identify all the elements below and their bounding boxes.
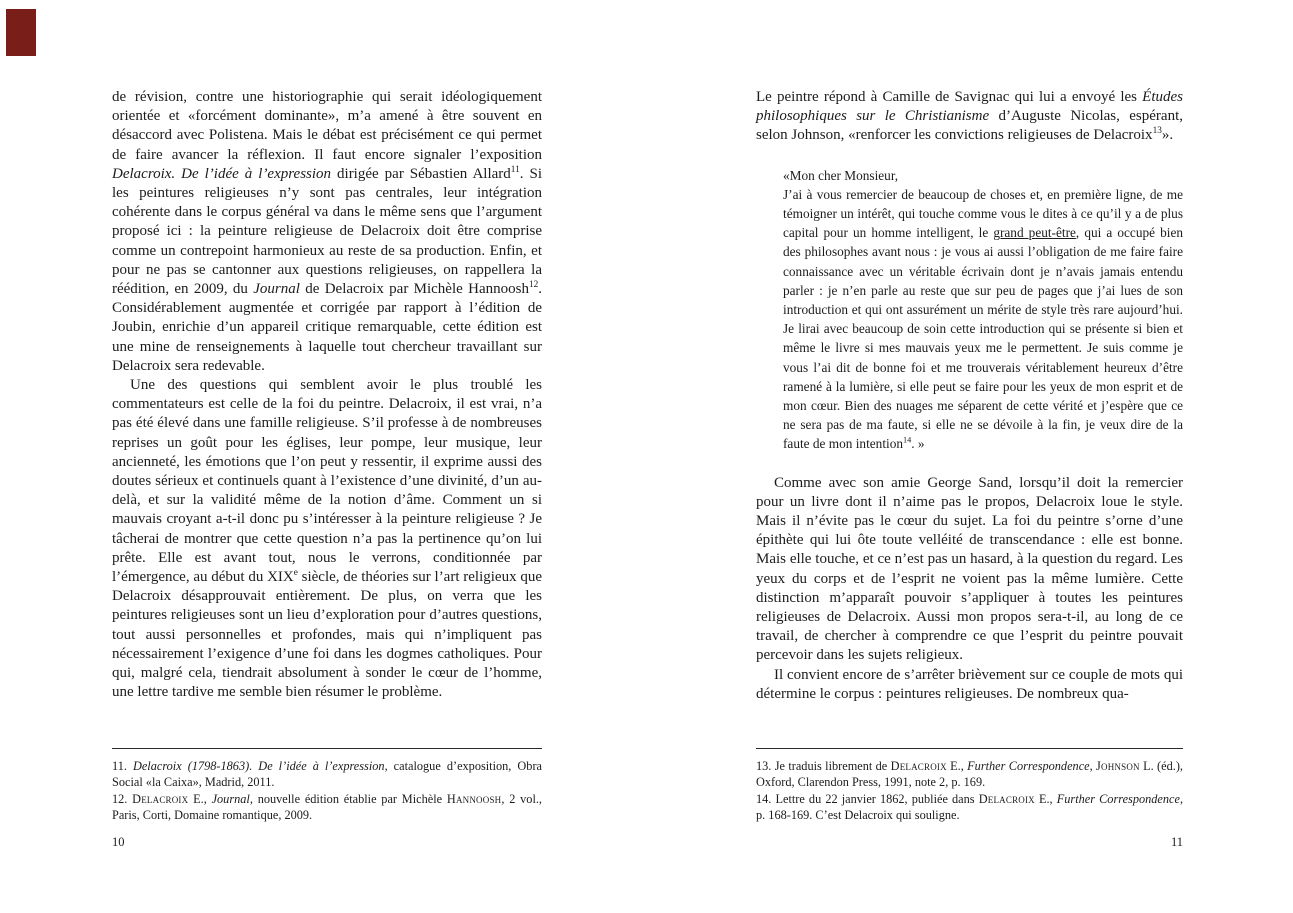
paragraph-footnote: 13. Je traduis librement de Delacroix E., Further Correspondence, Johnson L. (éd.), Oxford, Clarendon Press, 1991, note 2, p. 169. xyxy=(756,759,1183,790)
paragraph-indent: Il convient encore de s’arrêter brièvement sur ce couple de mots qui détermine le corpus : peintures religieuses. De nombreux qua- xyxy=(756,666,1183,702)
page-right-spacer xyxy=(756,704,1183,748)
paragraph-footnote: 14. Lettre du 22 janvier 1862, publiée dans Delacroix E., Further Correspondence, p. 168-169. C’est Delacroix qui souligne. xyxy=(756,791,1184,822)
page-right-footnotes xyxy=(756,748,1183,823)
page-left-body-text xyxy=(112,88,542,703)
page-left-spacer xyxy=(112,703,542,749)
paragraph-quote-body: J’ai à vous remercier de beaucoup de choses et, en première ligne, de me témoigner un intérêt, qui touche comme vous le dites à ce qu’il y a de plus capital pour un homme intelligent, le grand peut-être, qui a occupé bien des philosophes avant nous : je vous ai aussi l’obligation de me faire faire connaissance avec un véritable écrivain dont je n’avais jamais entendu parler : je n’en parle au reste que sur peu de pages que j’ai lues de son introduction et qui ont assurément un mérite de style très rare aujourd’hui. Je lirai avec beaucoup de soin cette introduction qui se présente si bien et même le livre si mes mauvais yeux me le permettent. Je suis comme je vous l’ai dit de bonne foi et me trouverais véritablement heureux d’être ramené à la lumière, si elle peut se faire pour les yeux de mon esprit et de mon cœur. Bien des nuages me séparent de cette vérité et j’espère que ce ne sera pas de ma faute, si elle ne se dévoile à la fin, je veux dire de la faute de mon intention$^{14}$. » xyxy=(783,186,1183,452)
footnote-separator-rule xyxy=(112,748,542,749)
paragraph-body: Le peintre répond à Camille de Savignac qui lui a envoyé les Études philosophiques sur le Christianisme d’Auguste Nicolas, espérant, selon Johnson, «renforcer les convictions religieuses de Delacroix$^{13}$». xyxy=(756,89,1183,144)
paragraph-body: de révision, contre une historiographie qui serait idéologiquement orientée et «forcément dominante», m’a amené à être souvent en désaccord avec Polistena. Mais le débat est précisément ce qui permet de faire avancer la réflexion. Il faut encore signaler l’exposition Delacroix. De l’idée à l’expression dirigée par Sébastien Allard$^{11}$. Si les peintures religieuses n’y sont pas centrales, leur intégration cohérente dans le corpus général va dans le même sens que l’argument proposé ici : la peinture religieuse de Delacroix doit être comprise comme un contrepoint harmonieux au reste de sa production. Enfin, et pour ne pas se cantonner aux questions religieuses, on rappellera la réédition, en 2009, du Journal de Delacroix par Michèle Hannoosh$^{12}$. Considérablement augmentée et corrigée par rapport à l’édition de Joubin, enrichie d’un appareil critique remarquable, cette édition est une mine de renseignements à laquelle tout chercheur travaillant sur Delacroix sera redevable. xyxy=(112,89,542,374)
paragraph-indent: Comme avec son amie George Sand, lorsqu’il doit la remercier pour un livre dont il n’aime pas le propos, Delacroix loue le style. Mais il n’évite pas le cœur du sujet. La foi du peintre s’orne d’une épithète qui lui ôte toute velléité de transcendance : elle est bonne. Mais elle touche, et ce n’est pas un hasard, à la question du regard. Les yeux du corps et de l’esprit ne voient pas la même lumière. Cette distinction m’apparaît pouvoir s’appliquer à toutes les peintures religieuses de Delacroix. Aussi mon propos sera-t-il, au long de ce travail, de chercher à comprendre ce que l’esprit du peintre pouvait percevoir dans les sujets religieux. xyxy=(756,474,1183,664)
page-left xyxy=(112,88,542,850)
paragraph-indent: Une des questions qui semblent avoir le plus troublé les commentateurs est celle de la foi du peintre. Delacroix, il est vrai, n’a pas été élevé dans une famille religieuse. S’il professe à de nombreuses reprises un goût pour les églises, leur pompe, leur musique, leur ancienneté, les émotions que l’on peut y ressentir, il exprime aussi des doutes sérieux et continuels quant à l’existence d’une divinité, d’un au-delà, et sur la validité même de la notion d’âme. Comment un si mauvais croyant a-t-il donc pu s’intéresser à la peinture religieuse ? Je tâcherai de montrer que cette question n’a pas la pertinence qu’on lui prête. Elle est avant tout, nous le verrons, conditionnée par l’émergence, au début du XIXe siècle, de théories sur l’art religieux que Delacroix désapprouvait entièrement. De plus, on verra que les peintures religieuses sont un lieu d’exploration pour d’autres questions, tout aussi personnelles et profondes, mais qui n’impliquent pas nécessairement l’exigence d’une foi dans les dogmes catholiques. Pour qui, malgré cela, tiendrait absolument à sonder le cœur de l’homme, une lettre tardive me semble bien résumer le problème. xyxy=(112,377,542,701)
bookmark-ribbon-icon xyxy=(6,9,36,56)
paragraph-footnote: 11. Delacroix (1798-1863). De l’idée à l’expression, catalogue d’exposition, Obra Social «la Caixa», Madrid, 2011. xyxy=(112,759,542,790)
paragraph-quote-open: «Mon cher Monsieur, xyxy=(783,167,899,183)
page-left-footnotes xyxy=(112,748,542,823)
page-right xyxy=(756,88,1183,850)
page-right-body-text xyxy=(756,88,1183,704)
footnote-separator-rule xyxy=(756,748,1183,749)
footnote-list xyxy=(112,758,542,823)
page-number-right: 11 xyxy=(1170,835,1183,849)
page-number-left: 10 xyxy=(112,835,125,849)
footnote-list xyxy=(756,758,1183,823)
paragraph-footnote: 12. Delacroix E., Journal, nouvelle édition établie par Michèle Hannoosh, 2 vol., Paris, Corti, Domaine romantique, 2009. xyxy=(112,791,543,822)
